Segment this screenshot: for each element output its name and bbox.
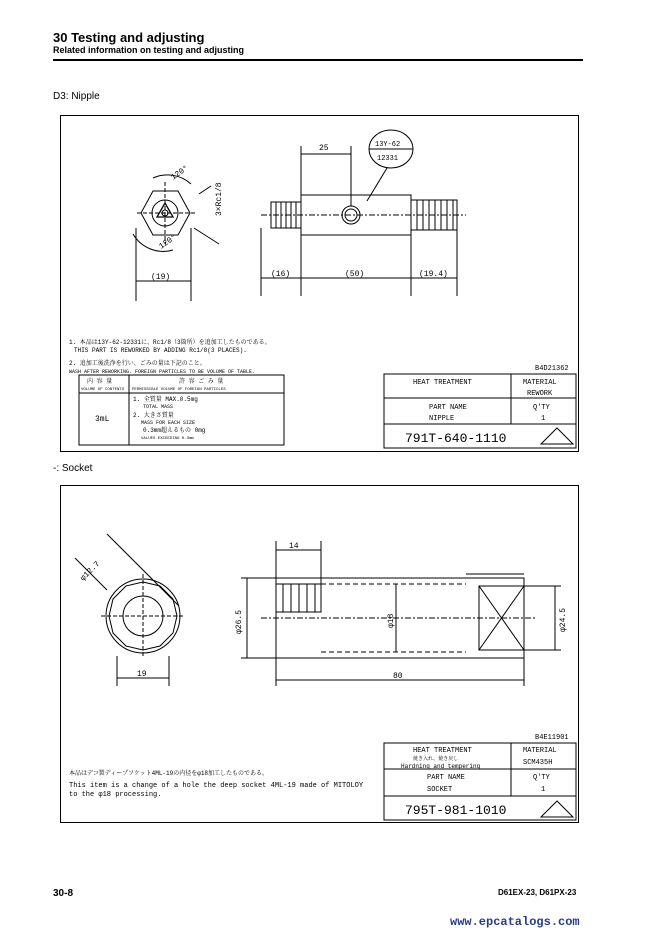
section-label-socket: -: Socket (53, 463, 93, 474)
tb1-qty-val: 1 (541, 415, 546, 423)
table-h1e: VOLUME OF CONTENTS (81, 388, 125, 392)
table-r1: 1. 全質量 MAX.0.5mg (133, 396, 198, 403)
table-h2e: PERMISSIBLE VOLUME OF FOREIGN PARTICLES (132, 388, 226, 392)
note-line-2: THIS PART IS REWORKED BY ADDING Rc1/8(3 PLACES). (74, 347, 247, 354)
drawing-no-1: B4D21362 (535, 365, 569, 373)
table-r3e: VALUES EXCEEDING 0.3mm (141, 437, 194, 441)
dim-16: (16) (271, 270, 291, 279)
section-label-nipple: D3: Nipple (53, 91, 100, 102)
socket-drawing-frame (60, 485, 579, 823)
model-label: D61EX-23, D61PX-23 (498, 888, 577, 897)
tb1-qty: Q'TY (533, 404, 550, 412)
dim-19-4: (19.4) (419, 270, 448, 279)
table-h2: 許 容 ご み 量 (179, 378, 224, 385)
dim-24-5: φ24.5 (559, 607, 568, 632)
tb2-part-no: 795T-981-1010 (405, 803, 507, 818)
table-r2e: MASS FOR EACH SIZE (141, 420, 196, 426)
socket-drawing (61, 486, 578, 822)
note-line-3: 2. 追加工後洗浄を行い、ごみの量は下記のこと。 (69, 360, 206, 367)
tb2-part-val: SOCKET (427, 786, 453, 794)
dim-120-a: 120° (169, 164, 191, 183)
tb2-qty-val: 1 (541, 786, 546, 794)
dim-19: (19) (151, 273, 171, 282)
dim-12-7: φ12.7 (78, 559, 103, 584)
tb2-qty: Q'TY (533, 774, 550, 782)
note-line-1: 1. 本品は13Y-62-12331に、Rc1/8（3箇所）を追加工したものである。 (69, 339, 271, 346)
nipple-drawing-frame (60, 115, 579, 452)
table-r3: 0.3mm超えるもの 0mg (143, 427, 206, 434)
tb2-heat-jp: 焼き入れ、焼き戻し (413, 756, 459, 762)
socket-note-1: 本品はデコ製ディープソケット4ML-19の内径をφ18加工したものである。 (69, 770, 269, 777)
page-title: 30 Testing and adjusting (53, 30, 205, 45)
tb2-material-val: SCM435H (523, 759, 553, 767)
balloon-top: 13Y-62 (375, 141, 401, 149)
socket-note-2: This item is a change of a hole the deep socket 4ML-19 made of MITOLOY (69, 782, 364, 790)
balloon-bottom: 12331 (377, 155, 399, 163)
tb1-material: MATERIAL (523, 379, 557, 387)
site-link[interactable]: www.epcatalogs.com (450, 915, 580, 929)
note-line-4: WASH AFTER REWORKING. FOREIGN PARTICLES TO BE VOLUME OF TABLE. (69, 369, 256, 375)
nipple-drawing (61, 116, 578, 451)
tb2-part-name: PART NAME (427, 774, 465, 782)
table-h1: 内 容 量 (87, 378, 113, 385)
dim-50: (50) (345, 270, 365, 279)
socket-note-3: to the φ18 processing. (69, 791, 162, 799)
tb2-heat: HEAT TREATMENT (413, 747, 472, 755)
dim-18: φ18 (387, 613, 396, 628)
tb2-heat-val: Hardning and tempering (401, 763, 481, 770)
table-vol: 3mL (95, 415, 110, 424)
drawing-no-2: B4E11901 (535, 734, 569, 742)
tb1-heat: HEAT TREATMENT (413, 379, 472, 387)
table-r2: 2. 大きさ質量 (133, 412, 174, 419)
dim-rc: 3×Rc1/8 (215, 182, 224, 216)
table-r1e: TOTAL MASS (143, 404, 174, 410)
page-number: 30-8 (53, 888, 74, 899)
dim-120-b: 120° (157, 233, 179, 252)
dim-25: 25 (319, 144, 329, 153)
tb1-part-name: PART NAME (429, 404, 467, 412)
dim-80: 80 (393, 672, 403, 681)
tb1-material-val: REWORK (527, 390, 553, 398)
dim-26-5: φ26.5 (235, 609, 244, 634)
tb2-material: MATERIAL (523, 747, 557, 755)
tb1-part-no: 791T-640-1110 (405, 431, 507, 446)
dim-19: 19 (137, 670, 147, 679)
dim-14: 14 (289, 542, 299, 551)
header-rule (53, 59, 583, 61)
page-subtitle: Related information on testing and adjusting (53, 45, 245, 55)
tb1-part-val: NIPPLE (429, 415, 455, 423)
